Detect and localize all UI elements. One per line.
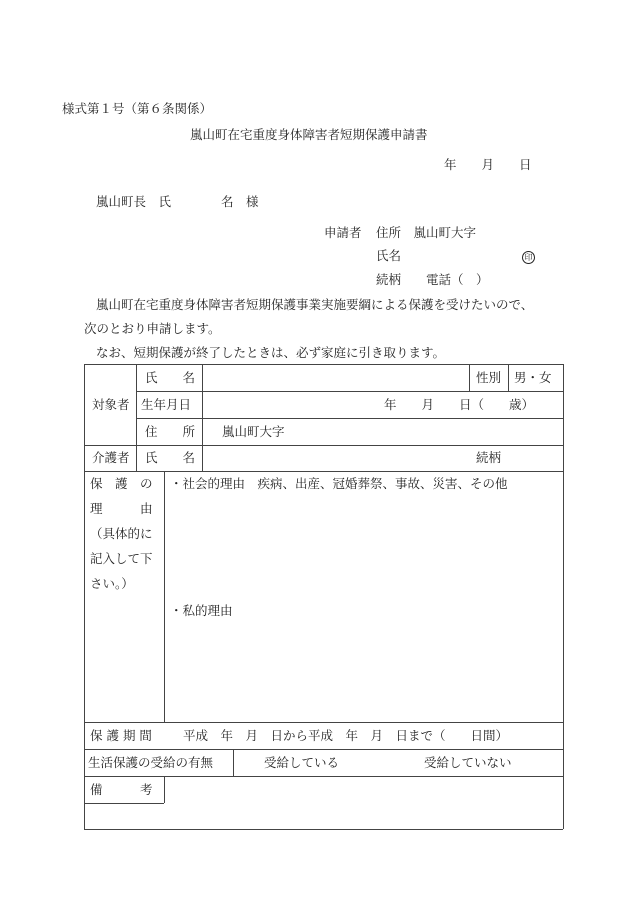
welfare-label: 生活保護の受給の有無 bbox=[88, 755, 214, 770]
welfare-yes: 受給している bbox=[264, 755, 340, 770]
remarks-label: 備 考 bbox=[90, 782, 153, 797]
reason-label-5: さい。） bbox=[90, 576, 134, 591]
gender-value: 男・女 bbox=[514, 370, 552, 385]
body-line-2: 次のとおり申請します。 bbox=[84, 321, 221, 336]
caregiver-label: 介護者 bbox=[92, 450, 130, 465]
period-value: 平成 年 月 日から平成 年 月 日まで（ 日間） bbox=[183, 728, 509, 743]
applicant-address: 住所 嵐山町大字 bbox=[376, 225, 477, 240]
reason-label-4: 記入して下 bbox=[90, 551, 153, 566]
form-number: 様式第１号（第６条関係） bbox=[62, 101, 213, 116]
gender-label: 性別 bbox=[476, 370, 502, 385]
form-title: 嵐山町在宅重度身体障害者短期保護申請書 bbox=[190, 127, 428, 142]
subject-label: 対象者 bbox=[92, 397, 130, 412]
dob-label: 生年月日 bbox=[141, 397, 192, 412]
reason-label-3: （具体的に bbox=[90, 526, 153, 541]
addressee: 嵐山町長 氏 名 様 bbox=[96, 194, 259, 209]
applicant-relation-phone: 続柄 電話（ ） bbox=[376, 272, 489, 287]
applicant-name: 氏名 bbox=[376, 248, 402, 263]
seal-icon: 印 bbox=[522, 251, 535, 264]
subject-address-label: 住 所 bbox=[145, 424, 196, 439]
applicant-label: 申請者 bbox=[324, 225, 362, 240]
caregiver-name-label: 氏 名 bbox=[145, 450, 196, 465]
body-line-3: なお、短期保護が終了したときは、必ず家庭に引き取ります。 bbox=[96, 345, 446, 360]
period-label: 保 護 期 間 bbox=[90, 728, 152, 743]
subject-name-label: 氏 名 bbox=[145, 370, 196, 385]
body-line-1: 嵐山町在宅重度身体障害者短期保護事業実施要綱による保護を受けたいので、 bbox=[96, 297, 534, 312]
subject-address-value: 嵐山町大字 bbox=[222, 424, 285, 439]
dob-value: 年 月 日（ 歳） bbox=[384, 397, 535, 412]
relation-label: 続柄 bbox=[476, 450, 502, 465]
social-reason: ・社会的理由 疾病、出産、冠婚葬祭、事故、災害、その他 bbox=[170, 476, 508, 491]
welfare-no: 受給していない bbox=[424, 755, 512, 770]
date-line: 年 月 日 bbox=[444, 157, 532, 172]
reason-label-2: 理 由 bbox=[90, 501, 153, 516]
reason-label-1: 保 護 の bbox=[90, 476, 153, 491]
seal-mark bbox=[522, 248, 535, 264]
private-reason: ・私的理由 bbox=[170, 603, 233, 618]
